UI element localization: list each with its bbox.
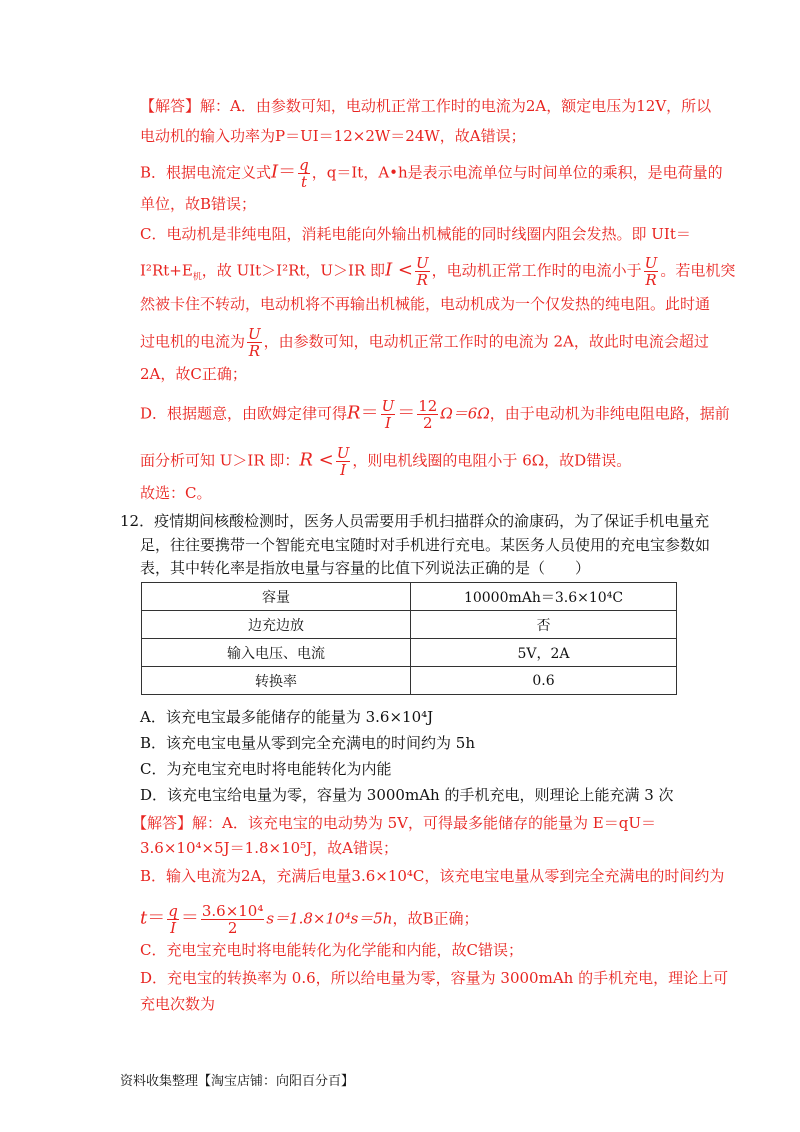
solution-label: 【解答】 — [140, 97, 201, 115]
fraction-U-over-R: $\frac{U}{R}$ — [415, 254, 429, 289]
fraction-U-over-R-3: $\frac{U}{R}$ — [248, 325, 261, 360]
solution11-line-c4: 过电机的电流为 $\frac{U}{R}$ ，由参数可知，电动机正常工作时的电流为 2A，故此时电流会超过 — [140, 325, 709, 360]
footer-source: 资料收集整理【淘宝店铺：向阳百分百】 — [120, 1074, 355, 1089]
option-a: A．该充电宝最多能储存的能量为 3.6×10⁴J — [140, 708, 434, 726]
solution11-line-d1: D．根据题意，由欧姆定律可得R＝ $\frac{U}{I}$ ＝ $\frac{12}{2}$ Ω＝6Ω，由于电动机为非纯电阻电路，据前 — [140, 397, 730, 432]
solution11-line-a1: 【解答】解：A．由参数可知，电动机正常工作时的电流为2A，额定电压为12V，所以 — [140, 97, 712, 115]
solution11-line-c2: $I^2Rt+E_机$，故 UIt＞I²Rt，U＞IR 即I < $\frac{U}{R}$ ，电动机正常工作时的电流小于 $\frac{U}{R}$ 。若电机突 — [140, 254, 736, 289]
solution12-line-c: C．充电宝充电时将电能转化为化学能和内能，故C错误； — [140, 941, 523, 959]
table-row: 转换率 0.6 — [142, 667, 677, 695]
fraction-q-over-I: $\frac{q}{I}$ — [168, 902, 178, 937]
option-b: B．该充电宝电量从零到完全充满电的时间约为 5h — [140, 734, 475, 752]
question-number: 12． — [120, 512, 155, 530]
option-d: D．该充电宝给电量为零，容量为 3000mAh 的手机充电，则理论上能充满 3 次 — [140, 786, 674, 804]
table-row: 输入电压、电流 5V，2A — [142, 639, 677, 667]
question12-line3: 表，其中转化率是指放电量与容量的比值下列说法正确的是（ ） — [140, 559, 591, 577]
table-row: 边充边放 否 — [142, 611, 677, 639]
solution12-line-a1: 【解答】解：A．该充电宝的电动势为 5V，可得最多能储存的能量为 E＝qU＝ — [132, 814, 656, 832]
solution11-line-c3: 然被卡住不转动，电动机将不再输出机械能，电动机成为一个仅发热的纯电阻。此时通 — [140, 295, 711, 313]
solution12-line-b2: t＝ $\frac{q}{I}$ ＝ $\frac{\text{3.6×10⁴}}{2}$ s＝1.8×10⁴s＝5h，故B正确； — [140, 902, 479, 937]
option-c: C．为充电宝充电时将电能转化为内能 — [140, 760, 392, 778]
solution11-line-a2: 电动机的输入功率为P＝UI＝12×2W＝24W，故A错误； — [140, 127, 526, 145]
solution12-line-d1: D．充电宝的转换率为 0.6，所以给电量为零，容量为 3000mAh 的手机充电，理论上可 — [140, 969, 729, 987]
question12-line1: 12．疫情期间核酸检测时，医务人员需要用手机扫描群众的渝康码，为了保证手机电量充 — [120, 512, 710, 530]
solution12-line-b1: B．输入电流为2A，充满后电量3.6×10⁴C，该充电宝电量从零到完全充满电的时间约为 — [140, 867, 725, 885]
solution11-line-c5: 2A，故C正确； — [140, 365, 247, 383]
fraction-U-over-I: $\frac{U}{I}$ — [381, 397, 395, 432]
solution12-line-a2: 3.6×10⁴×5J＝1.8×10⁵J，故A错误； — [140, 839, 399, 857]
question12-line2: 足，往往要携带一个智能充电宝随时对手机进行充电。某医务人员使用的充电宝参数如 — [140, 536, 711, 554]
solution-label: 【解答】 — [132, 814, 193, 832]
fraction-charge-over-current: $\frac{\text{3.6×10⁴}}{2}$ — [201, 902, 264, 937]
solution11-line-b1: B．根据电流定义式I＝ $\frac{q}{t}$ ，q＝It，A•h是表示电流单位与时间单位的乘积，是电荷量的 — [140, 156, 723, 191]
solution12-line-d2: 充电次数为 — [140, 995, 216, 1013]
fraction-U-over-R-2: $\frac{U}{R}$ — [644, 254, 658, 289]
fraction-12-over-2: $\frac{12}{2}$ — [418, 397, 438, 432]
power-bank-spec-table — [141, 582, 677, 695]
solution11-line-b2: 单位，故B错误； — [140, 195, 257, 213]
solution11-line-d2: 面分析可知 U＞IR 即：R < $\frac{U}{I}$ ，则电机线圈的电阻小于 6Ω，故D错误。 — [140, 444, 632, 479]
solution11-answer: 故选：C。 — [140, 484, 212, 502]
table-row: 容量 10000mAh＝3.6×10⁴C — [142, 583, 677, 611]
solution11-line-c1: C．电动机是非纯电阻，消耗电能向外输出机械能的同时线圈内阻会发热。即 UIt＝ — [140, 225, 691, 243]
fraction-q-over-t: $\frac{q}{t}$ — [299, 156, 309, 191]
fraction-U-over-I-2: $\frac{U}{I}$ — [336, 444, 350, 479]
